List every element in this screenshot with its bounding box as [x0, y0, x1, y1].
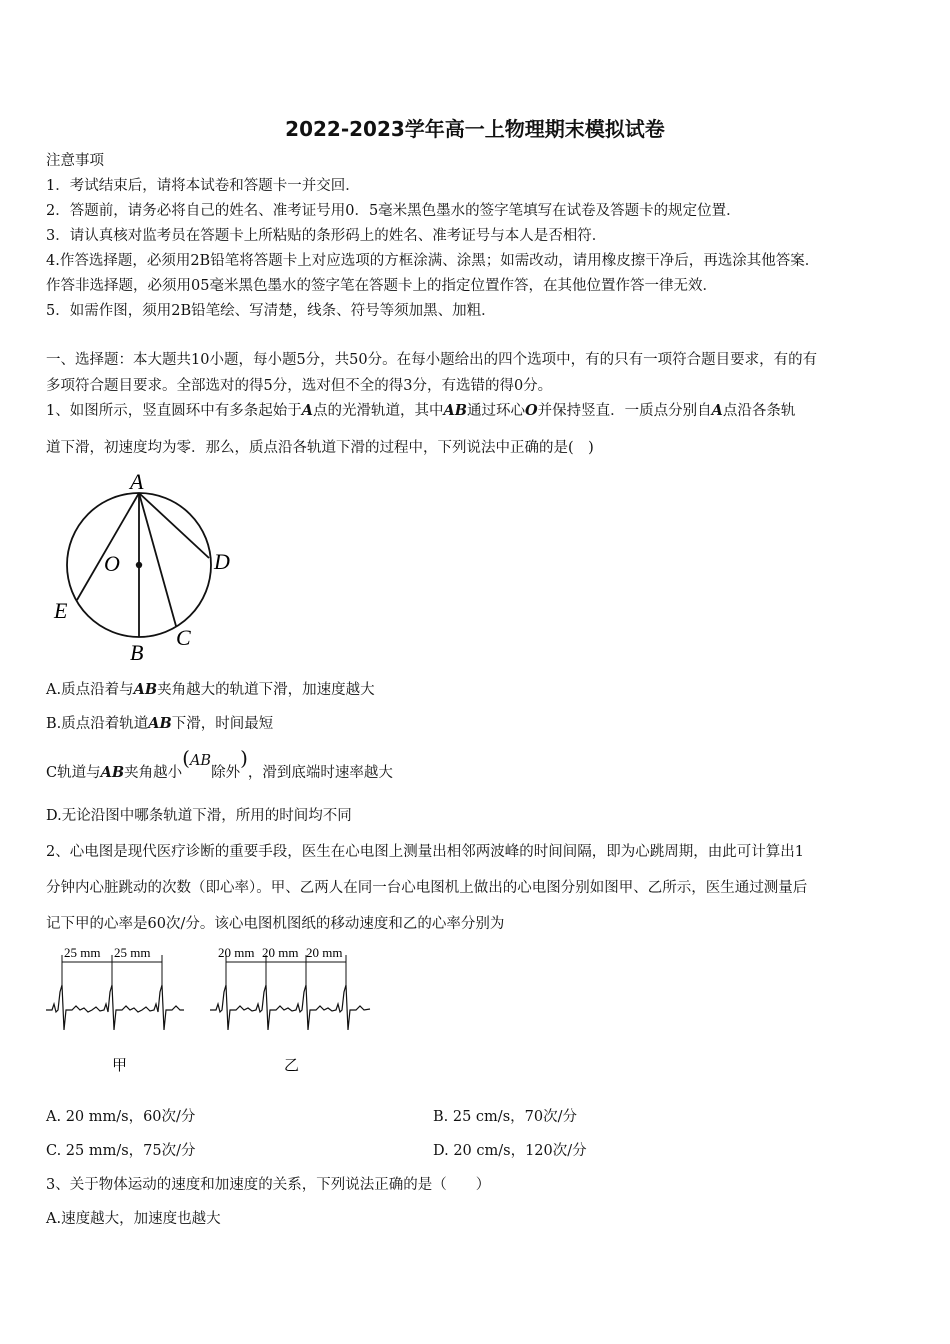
label-o: O [104, 551, 120, 576]
track-ac [139, 493, 176, 626]
q1-var-ab: AB [133, 681, 158, 698]
q1-option-c[interactable] [46, 746, 393, 783]
notes-item: 1．考试结束后，请将本试卷和答题卡一并交回． [46, 178, 360, 194]
q2-option-d[interactable]: D. 20 cm/s，120次/分 [433, 1143, 587, 1159]
q1-var-a: A [301, 402, 313, 419]
q1-var-o: O [525, 402, 538, 419]
label-b: B [130, 640, 144, 665]
q1-var-a: A [711, 402, 723, 419]
q1-stem-text: 点的光滑轨道，其中 [313, 403, 444, 419]
notes-item: 3．请认真核对监考员在答题卡上所粘贴的条形码上的姓名、准考证号与本人是否相符． [46, 228, 607, 244]
q2-option-a[interactable]: A. 20 mm/s，60次/分 [46, 1109, 196, 1125]
q1-stem-text: 点沿各条轨 [722, 403, 796, 419]
q1-opt-text: B.质点沿着轨道 [46, 716, 149, 732]
q1-option-b[interactable] [46, 714, 273, 734]
center-dot [136, 562, 142, 568]
yi-dim-1: 20 mm [218, 945, 255, 960]
q2-stem-line3: 记下甲的心率是60次/分。该心电图机图纸的移动速度和乙的心率分别为 [46, 916, 505, 932]
ecg-label-jia: 甲 [112, 1058, 128, 1074]
q2-stem-line2: 分钟内心脏跳动的次数（即心率）。甲、乙两人在同一台心电图机上做出的心电图分别如图甲、乙所示，医生通过测量后 [46, 880, 808, 896]
circle-track-figure [46, 465, 246, 670]
q1-paren: ( [182, 746, 190, 770]
jia-dim-2: 25 mm [114, 945, 151, 960]
label-a: A [130, 469, 144, 494]
q1-stem-line2: 道下滑，初速度均为零．那么，质点沿各轨道下滑的过程中，下列说法中正确的是( ) [46, 440, 594, 456]
ecg-wave-yi [210, 985, 370, 1030]
label-c: C [176, 625, 191, 650]
notes-item: 4.作答选择题，必须用2B铅笔将答题卡上对应选项的方框涂满、涂黑；如需改动，请用橡皮擦干净后，再选涂其他答案． [46, 253, 820, 269]
q2-option-c[interactable]: C. 25 mm/s，75次/分 [46, 1143, 196, 1159]
yi-dim-3: 20 mm [306, 945, 343, 960]
q1-opt-text: A.质点沿着与 [46, 682, 134, 698]
ecg-label-yi: 乙 [284, 1058, 300, 1074]
notes-heading: 注意事项 [46, 153, 104, 169]
q1-option-a[interactable] [46, 680, 375, 700]
q1-var-ab: AB [148, 715, 172, 732]
q1-stem-text: 并保持竖直．一质点分别自 [537, 403, 712, 419]
q1-stem-text: 1、如图所示，竖直圆环中有多条起始于 [46, 403, 302, 419]
q3-option-a[interactable]: A.速度越大，加速度也越大 [46, 1211, 221, 1227]
q1-opt-text: 夹角越小 [124, 765, 183, 781]
q1-paren: ) [240, 746, 248, 770]
jia-dim-1: 25 mm [64, 945, 101, 960]
q3-stem: 3、关于物体运动的速度和加速度的关系，下列说法正确的是（ ） [46, 1177, 491, 1193]
notes-item: 2．答题前，请务必将自己的姓名、准考证号用0．5毫米黑色墨水的签字笔填写在试卷及答题卡的规定位置． [46, 203, 741, 219]
q1-var-ab: AB [100, 764, 125, 781]
ecg-figure [44, 940, 384, 1080]
section-heading: 一、选择题：本大题共10小题，每小题5分，共50分。在每小题给出的四个选项中，有的只有一项符合题目要求，有的有 [46, 352, 818, 368]
q1-opt-text: 夹角越大的轨道下滑，加速度越大 [157, 682, 375, 698]
track-ae [77, 493, 139, 600]
q1-stem [46, 401, 795, 421]
label-d: D [214, 549, 230, 574]
ecg-wave-jia [46, 985, 184, 1030]
q1-var-ab: AB [189, 753, 212, 769]
label-e: E [54, 598, 68, 623]
q1-var-ab: AB [443, 402, 468, 419]
page-title: 2022-2023学年高一上物理期末模拟试卷 [285, 117, 665, 141]
q2-stem: 2、心电图是现代医疗诊断的重要手段，医生在心电图上测量出相邻两波峰的时间间隔，即为心跳周期，由此可计算出1 [46, 844, 804, 860]
section-heading-cont: 多项符合题目要求。全部选对的得5分，选对但不全的得3分，有选错的得0分。 [46, 378, 553, 394]
notes-item: 5．如需作图，须用2B铅笔绘、写清楚，线条、符号等须加黑、加粗． [46, 303, 496, 319]
yi-dim-2: 20 mm [262, 945, 299, 960]
q1-opt-text: C轨道与 [46, 765, 101, 781]
q1-opt-text: ，滑到底端时速率越大 [247, 765, 393, 781]
q1-stem-text: 通过环心 [467, 403, 526, 419]
q1-option-d[interactable]: D.无论沿图中哪条轨道下滑，所用的时间均不同 [46, 808, 352, 824]
q1-opt-text: 下滑，时间最短 [171, 716, 274, 732]
q1-opt-text: 除外 [211, 765, 241, 781]
q2-option-b[interactable]: B. 25 cm/s，70次/分 [433, 1109, 577, 1125]
notes-item: 作答非选择题，必须用05毫米黑色墨水的签字笔在答题卡上的指定位置作答，在其他位置作答一律无效． [46, 278, 717, 294]
